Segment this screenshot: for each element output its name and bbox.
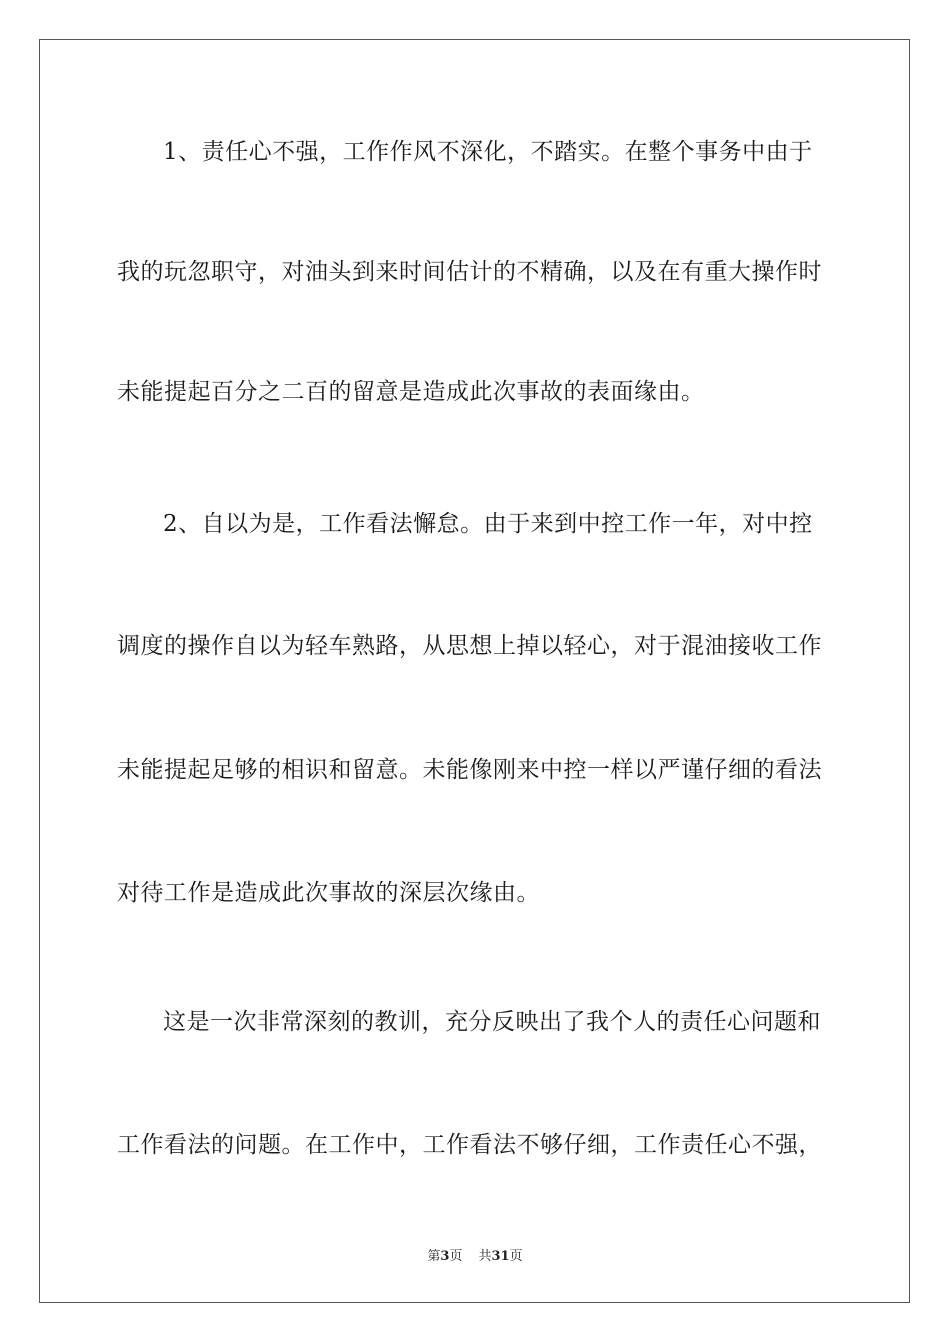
page-prefix: 第: [427, 1249, 441, 1264]
total-suffix: 页: [509, 1249, 523, 1264]
paragraph-1-line-1: 1、责任心不强，工作作风不深化，不踏实。在整个事务中由于: [163, 139, 813, 165]
paragraph-2-line-1: 2、自以为是，工作看法懈怠。由于来到中控工作一年，对中控: [163, 511, 813, 537]
paragraph-2-line-3: 未能提起足够的相识和留意。未能像刚来中控一样以严谨仔细的看法: [117, 757, 822, 783]
paragraph-3-line-2: 工作看法的问题。在工作中，工作看法不够仔细，工作责任心不强，: [117, 1132, 822, 1158]
page-border: [39, 39, 910, 1303]
total-pages: 31: [491, 1249, 510, 1264]
paragraph-1-line-2: 我的玩忽职守，对油头到来时间估计的不精确，以及在有重大操作时: [117, 259, 822, 285]
page-footer: [0, 1248, 950, 1266]
paragraph-2-line-4: 对待工作是造成此次事故的深层次缘由。: [117, 880, 540, 906]
page-suffix: 页: [449, 1249, 463, 1264]
page-number: 3: [440, 1249, 450, 1264]
paragraph-1-line-3: 未能提起百分之二百的留意是造成此次事故的表面缘由。: [117, 379, 705, 405]
total-prefix: 共: [478, 1249, 492, 1264]
paragraph-3-line-1: 这是一次非常深刻的教训，充分反映出了我个人的责任心问题和: [163, 1009, 821, 1035]
paragraph-2-line-2: 调度的操作自以为轻车熟路，从思想上掉以轻心，对于混油接收工作: [117, 633, 822, 659]
